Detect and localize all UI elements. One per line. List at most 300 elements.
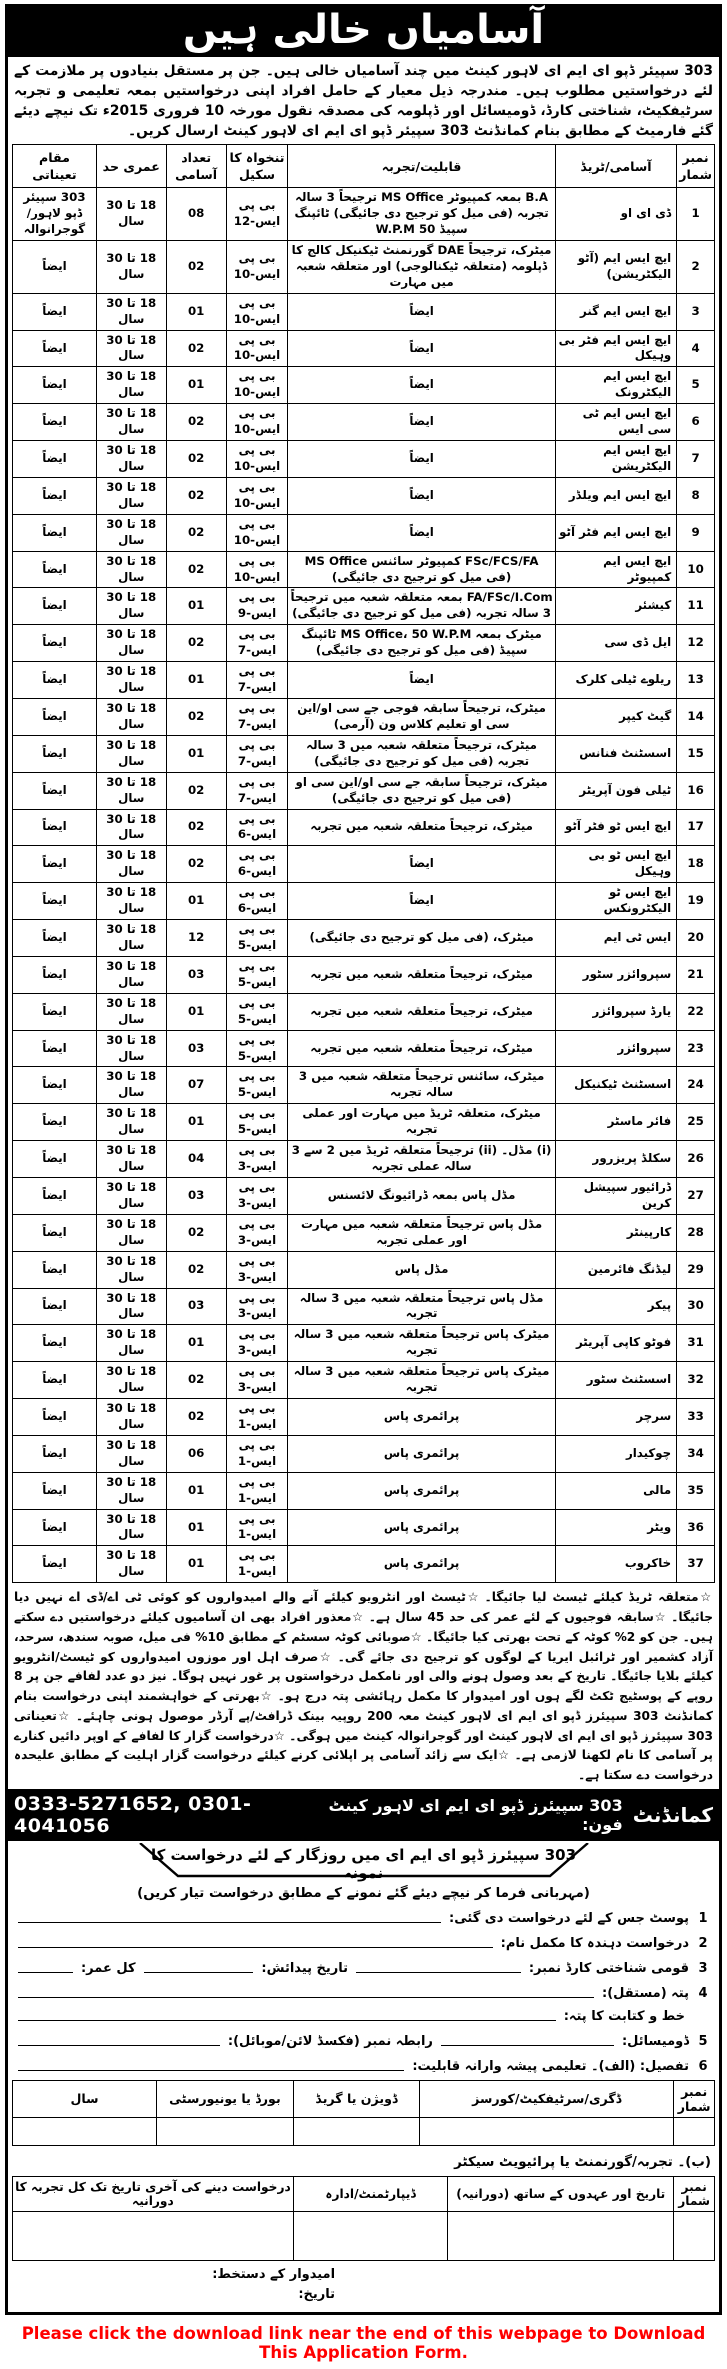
cell-pay-scale: بی پی ایس-5 (226, 1030, 288, 1067)
job-row (13, 699, 715, 736)
cell-posting-station: ایضاً (13, 1546, 97, 1583)
edu-header-year: سال (13, 2080, 157, 2117)
cell-pay-scale: بی پی ایس-9 (226, 588, 288, 625)
empty-cell (13, 2211, 294, 2260)
cell-posting-station: ایضاً (13, 240, 97, 293)
edu-header-division: ڈویژن یا گریڈ (293, 2080, 419, 2117)
cell-qualification: میٹرک پاس ترجیحاً متعلقہ شعبہ میں 3 سالہ تجربہ (288, 1362, 556, 1399)
cell-vacancy-count: 02 (166, 1362, 226, 1399)
header-pay-scale: تنخواہ کا سکیل (226, 145, 288, 188)
blank-line-permanent-address (18, 1994, 594, 1998)
cell-posting-station: ایضاً (13, 514, 97, 551)
cell-pay-scale: بی پی ایس-7 (226, 662, 288, 699)
empty-cell (156, 2117, 293, 2145)
cell-serial-no: 31 (677, 1325, 715, 1362)
cell-pay-scale: بی پی ایس-3 (226, 1177, 288, 1214)
job-row (13, 477, 715, 514)
cell-vacancy-count: 03 (166, 1177, 226, 1214)
cell-pay-scale: بی پی ایس-10 (226, 514, 288, 551)
cell-vacancy-count: 04 (166, 1141, 226, 1178)
cell-posting-station: ایضاً (13, 1472, 97, 1509)
cell-trade: ایچ ایس ٹو بی وہیکل (555, 846, 676, 883)
cell-trade: ریلوے ٹیلی کلرک (555, 662, 676, 699)
cell-qualification: پرائمری پاس (288, 1472, 556, 1509)
empty-cell (674, 2211, 715, 2260)
cell-age-limit: 18 تا 30 سال (96, 1472, 166, 1509)
empty-cell (420, 2117, 674, 2145)
cell-age-limit: 18 تا 30 سال (96, 956, 166, 993)
cell-age-limit: 18 تا 30 سال (96, 1177, 166, 1214)
cell-posting-station: ایضاً (13, 772, 97, 809)
blank-line-name (18, 1944, 493, 1948)
form-item-permanent-address (18, 1986, 709, 2001)
cell-vacancy-count: 02 (166, 809, 226, 846)
cell-posting-station: ایضاً (13, 625, 97, 662)
cell-pay-scale: بی پی ایس-3 (226, 1288, 288, 1325)
cell-posting-station: ایضاً (13, 846, 97, 883)
cell-trade: ویٹر (555, 1509, 676, 1546)
cell-qualification: FA/FSc/I.Com بمعہ متعلقہ شعبہ میں ترجیحاً 3 سالہ تجربہ (فی میل کو ترجیح دی جائیگی) (288, 588, 556, 625)
cell-serial-no: 24 (677, 1067, 715, 1104)
blank-line-contact-number (18, 2042, 220, 2046)
cell-qualification: (i) مڈل۔ (ii) ترجیحاً متعلقہ ٹریڈ میں 2 سے 3 سالہ عملی تجربہ (288, 1141, 556, 1178)
cell-vacancy-count: 01 (166, 662, 226, 699)
cell-vacancy-count: 01 (166, 367, 226, 404)
experience-table-header-row (13, 2176, 715, 2211)
phone-numbers: 0333-5271652, 0301-4041056 (14, 1792, 252, 1837)
cell-age-limit: 18 تا 30 سال (96, 367, 166, 404)
cell-vacancy-count: 02 (166, 240, 226, 293)
experience-empty-row (13, 2211, 715, 2260)
cell-serial-no: 5 (677, 367, 715, 404)
cell-vacancy-count: 01 (166, 293, 226, 330)
cell-serial-no: 35 (677, 1472, 715, 1509)
cell-pay-scale: بی پی ایس-7 (226, 699, 288, 736)
cell-pay-scale: بی پی ایس-6 (226, 809, 288, 846)
field-label-cnic: قومی شناختی کارڈ نمبر: (528, 1960, 689, 1976)
cell-qualification: میٹرک، (فی میل کو ترجیح دی جائیگی) (288, 920, 556, 957)
cell-trade: ایچ ایس ایم الیکٹرونک (555, 367, 676, 404)
cell-qualification: میٹرک، متعلقہ ٹریڈ میں مہارت اور عملی تجربہ (288, 1104, 556, 1141)
cell-qualification: مڈل پاس ترجیحاً متعلقہ شعبہ میں 3 سالہ تجربہ (288, 1288, 556, 1325)
job-row (13, 367, 715, 404)
cell-serial-no: 26 (677, 1141, 715, 1178)
cell-qualification: ایضاً (288, 662, 556, 699)
cell-posting-station: 303 سپیئر ڈپو لاہور/گوجرانوالہ (13, 188, 97, 241)
intro-paragraph: 303 سپیئر ڈپو ای ایم ای لاہور کینٹ میں چند آسامیاں خالی ہیں۔ جن پر مستقل بنیادوں پر ملازمت کے لئے درخواستیں مطلوب ہیں۔ مندرجہ ذیل معیار کے حامل افراد اپنی درخواستیں بمعہ تعلیمی و تجربہ سرٹیفکیٹ، شناختی کارڈ، ڈومیسائل اور ڈپلومہ کی مصدقہ نقول مورخہ 10 فروری 2015ء تک نیچے دیئے گئے فارمیٹ کے مطابق بنام کمانڈنٹ 303 سپیئر ڈپو ای ایم ای لاہور کینٹ ارسال کریں۔ (14, 63, 713, 140)
cell-serial-no: 29 (677, 1251, 715, 1288)
cell-vacancy-count: 02 (166, 1399, 226, 1436)
cell-age-limit: 18 تا 30 سال (96, 441, 166, 478)
cell-qualification: ایضاً (288, 883, 556, 920)
cell-age-limit: 18 تا 30 سال (96, 1104, 166, 1141)
cell-pay-scale: بی پی ایس-10 (226, 441, 288, 478)
cell-serial-no: 6 (677, 404, 715, 441)
form-item-cnic-dob-age (18, 1961, 709, 1976)
cell-age-limit: 18 تا 30 سال (96, 477, 166, 514)
cell-pay-scale: بی پی ایس-7 (226, 625, 288, 662)
cell-posting-station: ایضاً (13, 699, 97, 736)
cell-posting-station: ایضاً (13, 330, 97, 367)
blank-line-post (18, 1919, 441, 1923)
cell-posting-station: ایضاً (13, 1030, 97, 1067)
header-vacancy-count: تعداد آسامی (166, 145, 226, 188)
cell-vacancy-count: 02 (166, 772, 226, 809)
cell-age-limit: 18 تا 30 سال (96, 551, 166, 588)
cell-trade: گیٹ کیپر (555, 699, 676, 736)
cell-pay-scale: بی پی ایس-3 (226, 1362, 288, 1399)
cell-pay-scale: بی پی ایس-10 (226, 367, 288, 404)
cell-serial-no: 13 (677, 662, 715, 699)
cell-trade: یارڈ سپروائزر (555, 993, 676, 1030)
cell-trade: مالی (555, 1472, 676, 1509)
cell-qualification: میٹرک، ترجیحاً متعلقہ شعبہ میں تجربہ (288, 809, 556, 846)
cell-pay-scale: بی پی ایس-3 (226, 1325, 288, 1362)
header-posting-station: مقام تعیناتی (13, 145, 97, 188)
notes-paragraph (14, 1588, 713, 1786)
cell-vacancy-count: 02 (166, 441, 226, 478)
cell-age-limit: 18 تا 30 سال (96, 293, 166, 330)
note-item: ☆درخواست گزار کا لفافے کے اوپر دائیں کنارے پر آسامی کا نام لکھنا لازمی ہے۔ (14, 1728, 713, 1763)
cell-serial-no: 32 (677, 1362, 715, 1399)
exp-header-department: ڈیپارٹمنٹ/ادارہ (293, 2176, 447, 2211)
job-row (13, 809, 715, 846)
jobs-table-header-row (13, 145, 715, 188)
note-item: ☆صوبائی کوٹہ سسٹم کے مطابق 10% فی میل، صوبہ سندھ، سرحد، آزاد کشمیر اور ٹرائبل ایریا کے لوگوں کو ترجیح دی جائے گی۔ (14, 1629, 713, 1664)
cell-trade: ایچ ایس ایم گنر (555, 293, 676, 330)
cell-vacancy-count: 08 (166, 188, 226, 241)
cell-posting-station: ایضاً (13, 883, 97, 920)
note-item: ☆بھرتی کے خواہشمند اپنی درخواست بنام کمانڈنٹ 303 سپیئرز ڈپو ای ایم ای لاہور کینٹ معہ 200 روپیہ بینک ڈرافٹ/پے آرڈر موصول ہونی چاہئے۔ (14, 1689, 713, 1723)
cell-pay-scale: بی پی ایس-10 (226, 404, 288, 441)
cell-qualification: مڈل پاس ترجیحاً متعلقہ شعبہ میں مہارت اور عملی تجربہ (288, 1214, 556, 1251)
field-number: 1 (698, 1910, 708, 1926)
cell-serial-no: 11 (677, 588, 715, 625)
cell-qualification: ایضاً (288, 441, 556, 478)
cell-age-limit: 18 تا 30 سال (96, 404, 166, 441)
cell-trade: سپروائزر (555, 1030, 676, 1067)
cell-qualification: میٹرک، ترجیحاً متعلقہ شعبہ میں تجربہ (288, 993, 556, 1030)
cell-trade: سرچر (555, 1399, 676, 1436)
cell-pay-scale: بی پی ایس-1 (226, 1546, 288, 1583)
cell-qualification: پرائمری پاس (288, 1399, 556, 1436)
cell-qualification: FSc/FCS/FA کمپیوٹر سائنس MS Office (فی میل کو ترجیح دی جائیگی) (288, 551, 556, 588)
cell-age-limit: 18 تا 30 سال (96, 1399, 166, 1436)
cell-qualification: میٹرک، ترجیحاً سابقہ فوجی جے سی او/این سی او تعلیم کلاس ون (آرمی) (288, 699, 556, 736)
cell-pay-scale: بی پی ایس-5 (226, 1104, 288, 1141)
note-item: ☆ایک سے زائد آسامی پر اپلائی کرنے کیلئے درخواست گزار اہلیت کے مطابق علیحدہ درخواست دے سکتا ہے۔ (14, 1748, 713, 1783)
cell-trade: سکلڈ پریزرور (555, 1141, 676, 1178)
job-row (13, 551, 715, 588)
cell-trade: ٹیلی فون آپریٹر (555, 772, 676, 809)
form-item-domicile-contact (18, 2034, 709, 2049)
cell-serial-no: 18 (677, 846, 715, 883)
cell-age-limit: 18 تا 30 سال (96, 1288, 166, 1325)
cell-trade: ایچ ایس ایم کمپیوٹر (555, 551, 676, 588)
cell-trade: پیکر (555, 1288, 676, 1325)
cell-posting-station: ایضاً (13, 1104, 97, 1141)
cell-serial-no: 22 (677, 993, 715, 1030)
cell-posting-station: ایضاً (13, 1325, 97, 1362)
education-empty-row (13, 2117, 715, 2145)
field-label-permanent-address: پتہ (مستقل): (602, 1985, 689, 2001)
cell-vacancy-count: 02 (166, 551, 226, 588)
cell-pay-scale: بی پی ایس-7 (226, 772, 288, 809)
cell-vacancy-count: 02 (166, 404, 226, 441)
unit-phone-label: 303 سپیئرز ڈپو ای ایم ای لاہور کینٹ فون: (328, 1795, 623, 1834)
cell-vacancy-count: 02 (166, 477, 226, 514)
cell-posting-station: ایضاً (13, 1435, 97, 1472)
cell-posting-station: ایضاً (13, 367, 97, 404)
job-row (13, 1067, 715, 1104)
cell-trade: سپروائزر سٹور (555, 956, 676, 993)
cell-serial-no: 23 (677, 1030, 715, 1067)
download-note: Please click the download link near the end of this webpage to Download This Application Form. (21, 2323, 706, 2362)
job-row (13, 188, 715, 241)
education-table-header-row (13, 2080, 715, 2117)
cell-serial-no: 33 (677, 1399, 715, 1436)
cell-serial-no: 21 (677, 956, 715, 993)
cell-posting-station: ایضاً (13, 441, 97, 478)
cell-qualification: میٹرک، سائنس ترجیحاً متعلقہ شعبہ میں 3 سالہ تجربہ (288, 1067, 556, 1104)
exp-header-dates-posts: تاریخ اور عہدوں کے ساتھ (دورانیہ) (448, 2176, 674, 2211)
field-label-name: درخواست دہندہ کا مکمل نام: (500, 1935, 689, 1951)
header-qualification: قابلیت/تجربہ (288, 145, 556, 188)
cell-pay-scale: بی پی ایس-3 (226, 1214, 288, 1251)
cell-pay-scale: بی پی ایس-1 (226, 1435, 288, 1472)
job-row (13, 920, 715, 957)
cell-age-limit: 18 تا 30 سال (96, 1214, 166, 1251)
field-label-domicile: ڈومیسائل: (621, 2033, 689, 2049)
cell-vacancy-count: 03 (166, 1030, 226, 1067)
job-row (13, 625, 715, 662)
cell-age-limit: 18 تا 30 سال (96, 846, 166, 883)
cell-vacancy-count: 06 (166, 1435, 226, 1472)
cell-qualification: ایضاً (288, 846, 556, 883)
cell-posting-station: ایضاً (13, 1251, 97, 1288)
job-row (13, 514, 715, 551)
field-number: 5 (698, 2033, 708, 2049)
blank-line-cnic (356, 1969, 521, 1973)
cell-pay-scale: بی پی ایس-10 (226, 551, 288, 588)
cell-serial-no: 4 (677, 330, 715, 367)
note-item: ☆معذور افراد بھی ان آسامیوں کیلئے درخواستیں دے سکتے ہیں۔ جن کو 2% کوٹہ کے تحت بھرتی کیا جائیگا۔ (14, 1610, 713, 1644)
job-row (13, 404, 715, 441)
cell-pay-scale: بی پی ایس-5 (226, 993, 288, 1030)
empty-cell (674, 2117, 715, 2145)
cell-vacancy-count: 02 (166, 514, 226, 551)
cell-posting-station: ایضاً (13, 477, 97, 514)
cell-serial-no: 17 (677, 809, 715, 846)
cell-serial-no: 15 (677, 735, 715, 772)
experience-heading: (ب)۔ تجربہ/گورنمنٹ یا پرائیویٹ سیکٹر (454, 2154, 711, 2170)
job-row (13, 1288, 715, 1325)
cell-vacancy-count: 01 (166, 993, 226, 1030)
cell-age-limit: 18 تا 30 سال (96, 883, 166, 920)
cell-vacancy-count: 02 (166, 846, 226, 883)
cell-serial-no: 28 (677, 1214, 715, 1251)
field-label-contact-number: رابطہ نمبر (فکسڈ لائن/موبائل): (227, 2033, 433, 2049)
cell-trade: فوٹو کاپی آپریٹر (555, 1325, 676, 1362)
job-row (13, 662, 715, 699)
cell-vacancy-count: 02 (166, 1214, 226, 1251)
cell-age-limit: 18 تا 30 سال (96, 1325, 166, 1362)
job-row (13, 1362, 715, 1399)
cell-age-limit: 18 تا 30 سال (96, 735, 166, 772)
cell-trade: کارپینٹر (555, 1214, 676, 1251)
cell-vacancy-count: 01 (166, 735, 226, 772)
cell-pay-scale: بی پی ایس-7 (226, 735, 288, 772)
empty-cell (293, 2211, 447, 2260)
cell-posting-station: ایضاً (13, 588, 97, 625)
cell-vacancy-count: 02 (166, 699, 226, 736)
cell-serial-no: 20 (677, 920, 715, 957)
signature-block (8, 2267, 335, 2302)
cell-trade: اسسٹنٹ فنانس (555, 735, 676, 772)
cell-serial-no: 36 (677, 1509, 715, 1546)
cell-posting-station: ایضاً (13, 735, 97, 772)
cell-vacancy-count: 03 (166, 956, 226, 993)
cell-vacancy-count: 01 (166, 588, 226, 625)
vacancy-banner (8, 7, 719, 57)
note-item: ☆تعیناتی 303 سپیئرز ڈپو ای ایم ای لاہور کینٹ اور گوجرانوالہ کینٹ میں ہوگی۔ (14, 1708, 713, 1743)
application-sample-ribbon (138, 1843, 590, 1882)
cell-age-limit: 18 تا 30 سال (96, 1030, 166, 1067)
cell-qualification: B.A بمعہ کمپیوٹر MS Office ترجیحاً 3 سالہ تجربہ (فی میل کو ترجیح دی جائیگی) ٹائپنگ سپیڈ 50 W.P.M (288, 188, 556, 241)
cell-age-limit: 18 تا 30 سال (96, 1509, 166, 1546)
cell-trade: ایچ ایس ٹو الیکٹرونکس (555, 883, 676, 920)
cell-pay-scale: بی پی ایس-12 (226, 188, 288, 241)
cell-posting-station: ایضاً (13, 993, 97, 1030)
cell-posting-station: ایضاً (13, 920, 97, 957)
cell-posting-station: ایضاً (13, 404, 97, 441)
job-row (13, 1472, 715, 1509)
cell-qualification: ایضاً (288, 367, 556, 404)
cell-serial-no: 34 (677, 1435, 715, 1472)
cell-posting-station: ایضاً (13, 1177, 97, 1214)
cell-vacancy-count: 02 (166, 1251, 226, 1288)
cell-serial-no: 3 (677, 293, 715, 330)
note-item: ☆صرف اہل اور موزوں امیدواروں کو ٹیسٹ/انٹرویو کیلئے بلایا جائیگا۔ تاریخ کے بعد وصول ہونے والی اور نامکمل درخواستوں پر غور نہیں ہوگا۔ نیز دو عدد لفافے جن پر 8 روپے کے پوسٹیج ٹکٹ لگے ہوں اور امیدوار کا مکمل رہائشی پتہ درج ہو۔ (14, 1649, 713, 1704)
cell-serial-no: 37 (677, 1546, 715, 1583)
signature-label: امیدوار کے دستخط: (212, 2266, 336, 2282)
exp-header-serial: نمبر شمار (674, 2176, 715, 2211)
cell-age-limit: 18 تا 30 سال (96, 330, 166, 367)
job-row (13, 956, 715, 993)
cell-trade: اسسٹنٹ ٹیکنیکل (555, 1067, 676, 1104)
cell-age-limit: 18 تا 30 سال (96, 240, 166, 293)
cell-qualification: میٹرک، ترجیحاً متعلقہ شعبہ میں تجربہ (288, 1030, 556, 1067)
cell-posting-station: ایضاً (13, 809, 97, 846)
cell-trade: ایل ڈی سی (555, 625, 676, 662)
cell-trade: ایچ ایس ٹو فٹر آٹو (555, 809, 676, 846)
cell-trade: ایچ ایس ایم ویلڈر (555, 477, 676, 514)
job-row (13, 735, 715, 772)
cell-trade: کیشئر (555, 588, 676, 625)
empty-cell (293, 2117, 419, 2145)
cell-posting-station: ایضاً (13, 956, 97, 993)
cell-pay-scale: بی پی ایس-5 (226, 1067, 288, 1104)
job-row (13, 772, 715, 809)
cell-posting-station: ایضاً (13, 1141, 97, 1178)
field-number: 3 (698, 1960, 708, 1976)
edu-header-degree: ڈگری/سرٹیفکیٹ/کورسز (420, 2080, 674, 2117)
cell-pay-scale: بی پی ایس-10 (226, 293, 288, 330)
cell-serial-no: 27 (677, 1177, 715, 1214)
cell-age-limit: 18 تا 30 سال (96, 772, 166, 809)
cell-qualification: میٹرک، ترجیحاً متعلقہ شعبہ میں 3 سالہ تجربہ (فی میل کو ترجیح دی جائیگی) (288, 735, 556, 772)
cell-trade: اسسٹنٹ سٹور (555, 1362, 676, 1399)
cell-serial-no: 16 (677, 772, 715, 809)
cell-qualification: مڈل پاس (288, 1251, 556, 1288)
cell-trade: فائر ماسٹر (555, 1104, 676, 1141)
job-row (13, 1141, 715, 1178)
job-row (13, 1177, 715, 1214)
form-item-post (18, 1911, 709, 1926)
cell-age-limit: 18 تا 30 سال (96, 1435, 166, 1472)
cell-age-limit: 18 تا 30 سال (96, 1141, 166, 1178)
cell-age-limit: 18 تا 30 سال (96, 662, 166, 699)
cell-age-limit: 18 تا 30 سال (96, 1067, 166, 1104)
cell-age-limit: 18 تا 30 سال (96, 920, 166, 957)
field-label-age: کل عمر: (80, 1960, 136, 1976)
job-row (13, 1104, 715, 1141)
exp-header-total-duration: درخواست دینے کی آخری تاریخ تک کل تجربہ کا دورانیہ (13, 2176, 294, 2211)
cell-pay-scale: بی پی ایس-3 (226, 1251, 288, 1288)
cell-serial-no: 7 (677, 441, 715, 478)
cell-qualification: پرائمری پاس (288, 1509, 556, 1546)
blank-line-postal-address (18, 2017, 556, 2021)
cell-pay-scale: بی پی ایس-1 (226, 1509, 288, 1546)
field-number: 6 (698, 2058, 708, 2074)
vacancy-banner-title: آسامیاں خالی ہیں (182, 7, 545, 53)
form-item-name (18, 1936, 709, 1951)
commandant-label: کمانڈنٹ (632, 1802, 713, 1827)
cell-qualification: مڈل پاس بمعہ ڈرائیونگ لائسنس (288, 1177, 556, 1214)
cell-trade: چوکیدار (555, 1435, 676, 1472)
cell-vacancy-count: 01 (166, 1509, 226, 1546)
cell-qualification: ایضاً (288, 477, 556, 514)
ribbon-title: 303 سپیئرز ڈپو ای ایم ای میں روزگار کے لئے درخواست کا نمونہ (150, 1845, 577, 1882)
cell-trade: ایچ ایس ایم الیکٹریشن (555, 441, 676, 478)
job-row (13, 441, 715, 478)
cell-posting-station: ایضاً (13, 1067, 97, 1104)
cell-vacancy-count: 01 (166, 1546, 226, 1583)
cell-pay-scale: بی پی ایس-10 (226, 240, 288, 293)
cell-age-limit: 18 تا 30 سال (96, 1251, 166, 1288)
cell-pay-scale: بی پی ایس-10 (226, 477, 288, 514)
job-row (13, 588, 715, 625)
cell-vacancy-count: 02 (166, 625, 226, 662)
blank-line-age (18, 1969, 73, 1973)
cell-age-limit: 18 تا 30 سال (96, 514, 166, 551)
cell-qualification: میٹرک، ترجیحاً متعلقہ شعبہ میں تجربہ (288, 956, 556, 993)
field-label-dob: تاریخ پیدائش: (261, 1960, 349, 1976)
cell-serial-no: 2 (677, 240, 715, 293)
cell-serial-no: 19 (677, 883, 715, 920)
cell-serial-no: 9 (677, 514, 715, 551)
cell-qualification: پرائمری پاس (288, 1546, 556, 1583)
cell-trade: لیڈنگ فائرمین (555, 1251, 676, 1288)
jobs-table (12, 144, 715, 1583)
field-label-postal-address: خط و کتابت کا پتہ: (563, 2008, 685, 2024)
job-row (13, 1435, 715, 1472)
cell-pay-scale: بی پی ایس-5 (226, 920, 288, 957)
cell-age-limit: 18 تا 30 سال (96, 188, 166, 241)
job-row (13, 1325, 715, 1362)
cell-vacancy-count: 01 (166, 1104, 226, 1141)
field-label-qualification-detail: تفصیل: (الف)۔ تعلیمی پیشہ وارانہ قابلیت: (412, 2058, 689, 2074)
